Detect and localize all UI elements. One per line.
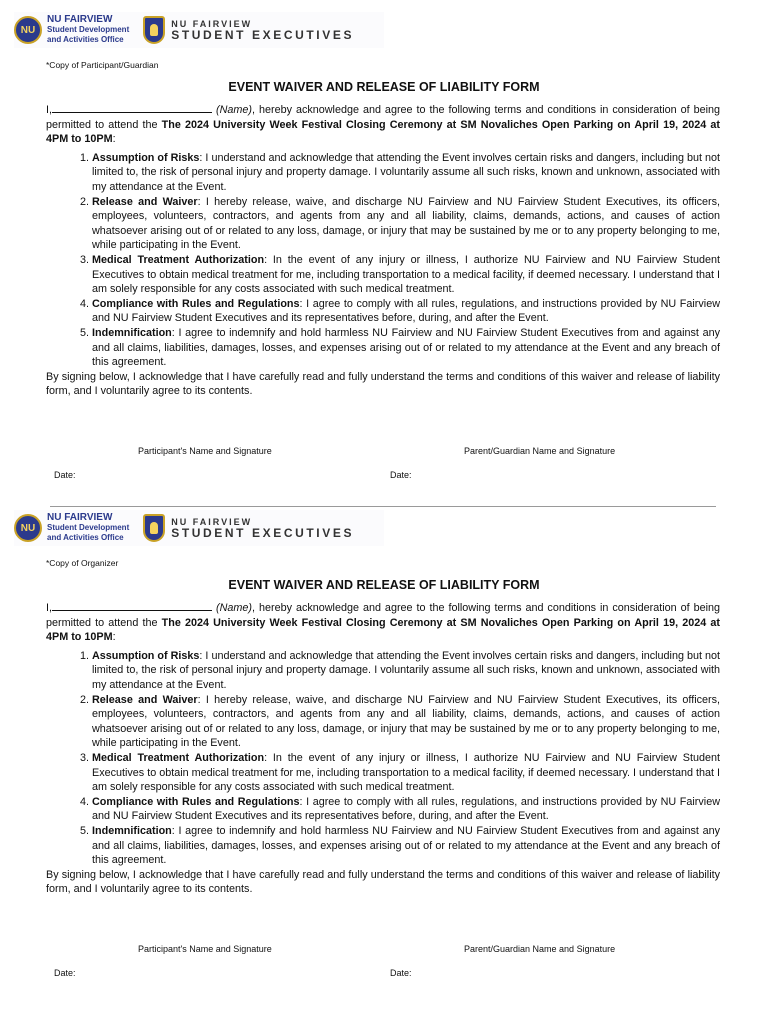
term-item: 3. Medical Treatment Authorization: In the event of any injury or illness, I authorize NU Fairview and NU Fairview Student Executives to obtain medical treatment for me, including transportation to a medical facility, if deemed necessary. I understand that I am solely responsible for any costs associated with such medical treatment. [92, 253, 720, 297]
guardian-signature-label: Parent/Guardian Name and Signature [464, 944, 616, 954]
term-item: 1. Assumption of Risks: I understand and acknowledge that attending the Event involves certain risks and dangers, including but not limited to, the risk of personal injury and property damage. I voluntarily assume all such risks, known and unknown, associated with my attendance at the Event. [92, 151, 720, 195]
waiver-copy-organizer [0, 506, 768, 1006]
form-body [46, 102, 720, 399]
terms-list [46, 151, 720, 370]
copy-note: *Copy of Participant/Guardian [46, 60, 159, 70]
intro-paragraph: I, (Name), hereby acknowledge and agree to the following terms and conditions in consideration of being permitted to attend the The 2024 University Week Festival Closing Ceremony at SM Novaliches Open Parking on April 19, 2024 at 4PM to 10PM: [46, 602, 720, 644]
term-item: 5. Indemnification: I agree to indemnify and hold harmless NU Fairview and NU Fairview Student Executives from and against any and all claims, liabilities, damages, losses, and expenses arising out of or related to my attendance at the Event and any breach of this agreement. [92, 824, 720, 868]
student-executives-shield-icon [143, 16, 165, 44]
term-item: 3. Medical Treatment Authorization: In the event of any injury or illness, I authorize NU Fairview and NU Fairview Student Executives to obtain medical treatment for me, including transportation to a medical facility, if deemed necessary. I understand that I am solely responsible for any costs associated with such medical treatment. [92, 751, 720, 795]
student-executives-logo-text: NU FAIRVIEW STUDENT EXECUTIVES [171, 517, 355, 540]
terms-list [46, 649, 720, 868]
form-body [46, 600, 720, 897]
header-logos [14, 12, 384, 48]
header-logos [14, 510, 384, 546]
term-item: 2. Release and Waiver: I hereby release, waive, and discharge NU Fairview and NU Fairview Student Executives, its officers, employees, volunteers, contractors, and agents from any and all liability, claims, demands, actions, and causes of action whatsoever arising out of or related to any loss, damage, or injury that may be sustained by me or to any property belonging to me, while participating in the Event. [92, 693, 720, 751]
nu-seal-logo: NU [14, 514, 42, 542]
closing-paragraph: By signing below, I acknowledge that I have carefully read and fully understand the terms and conditions of this waiver and release of liability form, and I voluntarily agree to its contents. [46, 868, 720, 896]
form-title: EVENT WAIVER AND RELEASE OF LIABILITY FORM [228, 578, 540, 592]
participant-date-label: Date: [54, 968, 76, 978]
name-blank-line[interactable] [52, 102, 212, 113]
closing-paragraph: By signing below, I acknowledge that I have carefully read and fully understand the terms and conditions of this waiver and release of liability form, and I voluntarily agree to its contents. [46, 370, 720, 398]
term-item: 5. Indemnification: I agree to indemnify and hold harmless NU Fairview and NU Fairview Student Executives from and against any and all claims, liabilities, damages, losses, and expenses arising out of or related to my attendance at the Event and any breach of this agreement. [92, 326, 720, 370]
guardian-date-label: Date: [390, 968, 412, 978]
term-item: 2. Release and Waiver: I hereby release, waive, and discharge NU Fairview and NU Fairview Student Executives, its officers, employees, volunteers, contractors, and agents from any and all liability, claims, demands, actions, and causes of action whatsoever arising out of or related to any loss, damage, or injury that may be sustained by me or to any property belonging to me, while participating in the Event. [92, 195, 720, 253]
participant-date-label: Date: [54, 470, 76, 480]
form-title: EVENT WAIVER AND RELEASE OF LIABILITY FORM [228, 80, 540, 94]
name-blank-line[interactable] [52, 600, 212, 611]
student-executives-shield-icon [143, 514, 165, 542]
nu-seal-logo: NU [14, 16, 42, 44]
copy-note: *Copy of Organizer [46, 558, 119, 568]
sdao-logo-text: NU FAIRVIEW Student Development and Activities Office [47, 512, 130, 542]
student-executives-logo-text: NU FAIRVIEW STUDENT EXECUTIVES [171, 19, 355, 42]
participant-signature-label: Participant's Name and Signature [138, 446, 272, 456]
intro-paragraph: I, (Name), hereby acknowledge and agree to the following terms and conditions in consideration of being permitted to attend the The 2024 University Week Festival Closing Ceremony at SM Novaliches Open Parking on April 19, 2024 at 4PM to 10PM: [46, 104, 720, 146]
term-item: 1. Assumption of Risks: I understand and acknowledge that attending the Event involves certain risks and dangers, including but not limited to, the risk of personal injury and property damage. I voluntarily assume all such risks, known and unknown, associated with my attendance at the Event. [92, 649, 720, 693]
term-item: 4. Compliance with Rules and Regulations: I agree to comply with all rules, regulations, and instructions provided by NU Fairview and NU Fairview Student Executives and its representatives before, during, and after the Event. [92, 795, 720, 824]
guardian-date-label: Date: [390, 470, 412, 480]
waiver-copy-participant [0, 8, 768, 508]
term-item: 4. Compliance with Rules and Regulations: I agree to comply with all rules, regulations, and instructions provided by NU Fairview and NU Fairview Student Executives and its representatives before, during, and after the Event. [92, 297, 720, 326]
participant-signature-label: Participant's Name and Signature [138, 944, 272, 954]
sdao-logo-text: NU FAIRVIEW Student Development and Activities Office [47, 14, 130, 44]
guardian-signature-label: Parent/Guardian Name and Signature [464, 446, 616, 456]
